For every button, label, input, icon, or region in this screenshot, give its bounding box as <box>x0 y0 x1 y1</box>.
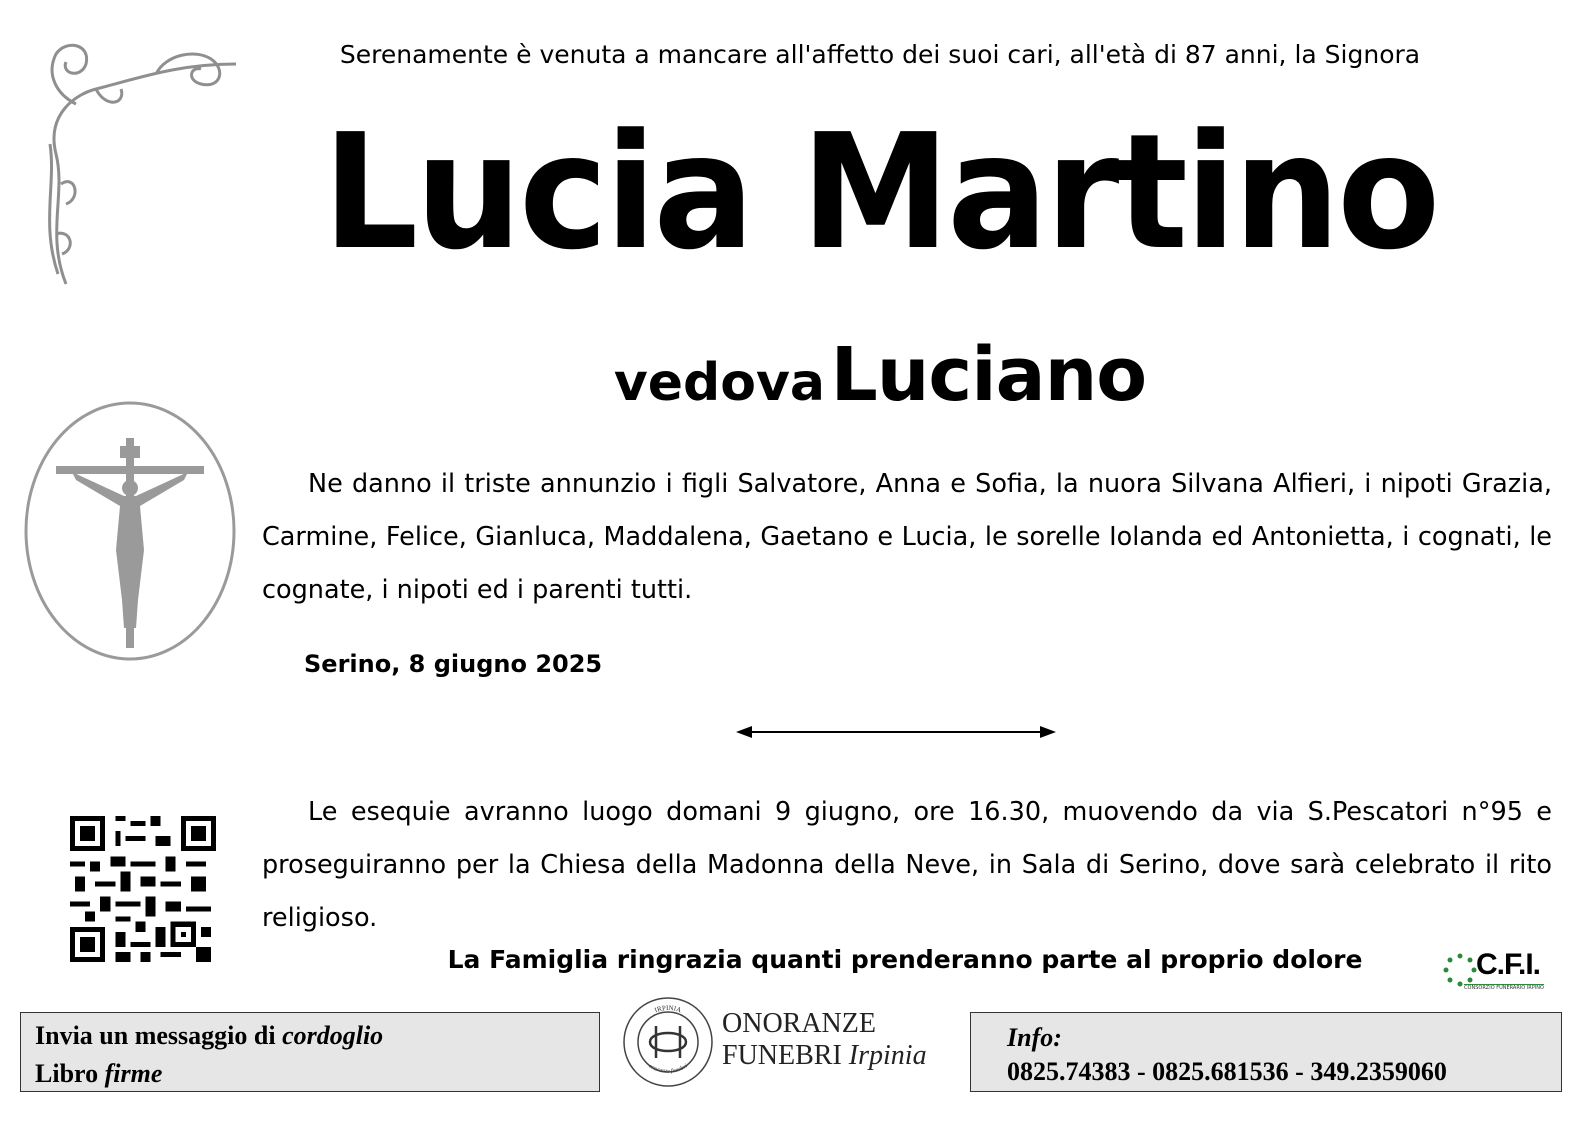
place-date: Serino, 8 giugno 2025 <box>304 650 603 678</box>
funeral-home-line2-prefix: FUNEBRI <box>722 1040 842 1071</box>
funeral-home-name <box>722 1008 927 1072</box>
cfi-logo <box>1442 948 1542 996</box>
cfi-dots-icon <box>1442 952 1478 988</box>
qr-code-icon[interactable] <box>70 816 216 962</box>
widow-name: Luciano <box>830 332 1147 418</box>
svg-text:onoranze funebri <box>647 1063 688 1075</box>
funeral-paragraph: Le esequie avranno luogo domani 9 giugno, ore 16.30, muovendo da via S.Pescatori n°95 e proseguiranno per la Chiesa della Madonna della Neve, in Sala di Serino, dove sarà celebrato il rito religioso. <box>262 797 1552 933</box>
deceased-name: Lucia Martino <box>322 100 1438 286</box>
widow-line <box>300 332 1460 418</box>
condolence-link[interactable] <box>35 1017 585 1055</box>
funeral-home-line1: ONORANZE <box>722 1008 876 1039</box>
widow-prefix: vedova <box>613 353 825 413</box>
info-label: Info: <box>1007 1023 1062 1052</box>
funeral-home-line2-italic: Irpinia <box>848 1040 927 1071</box>
condolence-box[interactable] <box>20 1012 600 1092</box>
svg-text:IRPINIA <box>653 1004 682 1014</box>
logo-bottom-text: onoranze funebri <box>647 1063 689 1075</box>
guestbook-prefix: Libro <box>35 1059 99 1088</box>
cfi-subtitle: CONSORZIO FUNERARIO IRPINO <box>1464 985 1544 991</box>
double-arrow-divider <box>736 722 1056 742</box>
cfi-text: C.F.I. <box>1476 948 1541 981</box>
condolence-prefix: Invia un messaggio di <box>35 1021 276 1050</box>
crucifix-icon <box>24 400 238 664</box>
info-box <box>970 1012 1562 1092</box>
ornament-flourish-icon <box>36 34 246 289</box>
funeral-home-line2 <box>722 1040 927 1072</box>
info-phones[interactable]: 0825.74383 - 0825.681536 - 349.2359060 <box>1007 1057 1447 1086</box>
funeral-home-logo-icon <box>618 990 718 1090</box>
logo-top-text: IRPINIA <box>653 1003 683 1015</box>
guestbook-italic: firme <box>104 1059 163 1088</box>
condolence-italic: cordoglio <box>282 1021 384 1050</box>
announcement-paragraph: Ne danno il triste annunzio i figli Salvatore, Anna e Sofia, la nuora Silvana Alfieri, i nipoti Grazia, Carmine, Felice, Gianluca, Maddalena, Gaetano e Lucia, le sorelle Iolanda ed Antonietta, i cognati, le cognate, i nipoti ed i parenti tutti. <box>262 469 1552 605</box>
guestbook-link[interactable] <box>35 1055 585 1093</box>
intro-text: Serenamente è venuta a mancare all'affetto dei suoi cari, all'età di 87 anni, la Signora <box>339 40 1421 69</box>
thanks-line: La Famiglia ringrazia quanti prenderanno parte al proprio dolore <box>447 945 1363 974</box>
